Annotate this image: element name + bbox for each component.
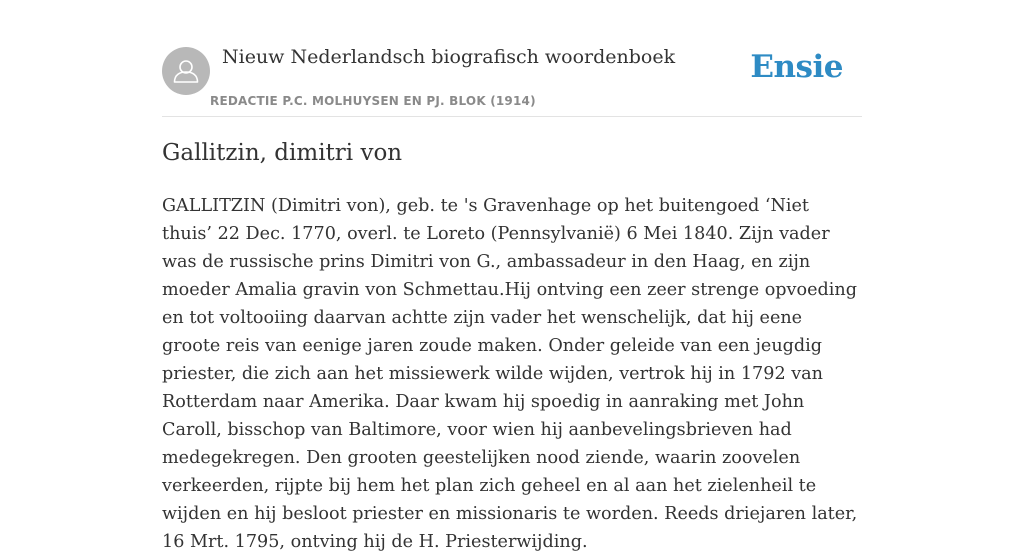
article-body: GALLITZIN (Dimitri von), geb. te 's Gravenhage op het buitengoed ‘Niet thuis’ 22 Dec. 1770, overl. te Loreto (Pennsylvanië) 6 Mei 1840. Zijn vader was de russische prins Dimitri von G., ambassadeur in den Haag, en zijn moeder Amalia gravin von Schmettau.Hij ontving een zeer strenge opvoeding en tot voltooiing daarvan achtte zijn vader het wenschelijk, dat hij eene groote reis van eenige jaren zoude maken. Onder geleide van een jeugdig priester, die zich aan het missiewerk wilde wijden, vertrok hij in 1792 van Rotterdam naar Amerika. Daar kwam hij spoedig in aanraking met John Caroll, bisschop van Baltimore, voor wien hij aanbevelingsbrieven had medegekregen. Den grooten geestelijken nood ziende, waarin zoovelen verkeerden, rijpte bij hem het plan zich geheel en al aan het zielenheil te wijden en hij besloot priester en missionaris te worden. Reeds driejaren later, 16 Mrt. 1795, ontving hij de H. Priesterwijding. [162,196,858,552]
book-title-link[interactable]: Nieuw Nederlandsch biografisch woordenboek [222,46,676,68]
user-silhouette-icon [162,47,210,95]
ensie-logo[interactable]: Ensie [750,49,843,85]
article-title: Gallitzin, dimitri von [162,140,403,166]
book-avatar[interactable] [162,47,210,95]
site-header [162,40,862,117]
editors-label: REDACTIE P.C. MOLHUYSEN EN PJ. BLOK (1914) [210,94,536,108]
